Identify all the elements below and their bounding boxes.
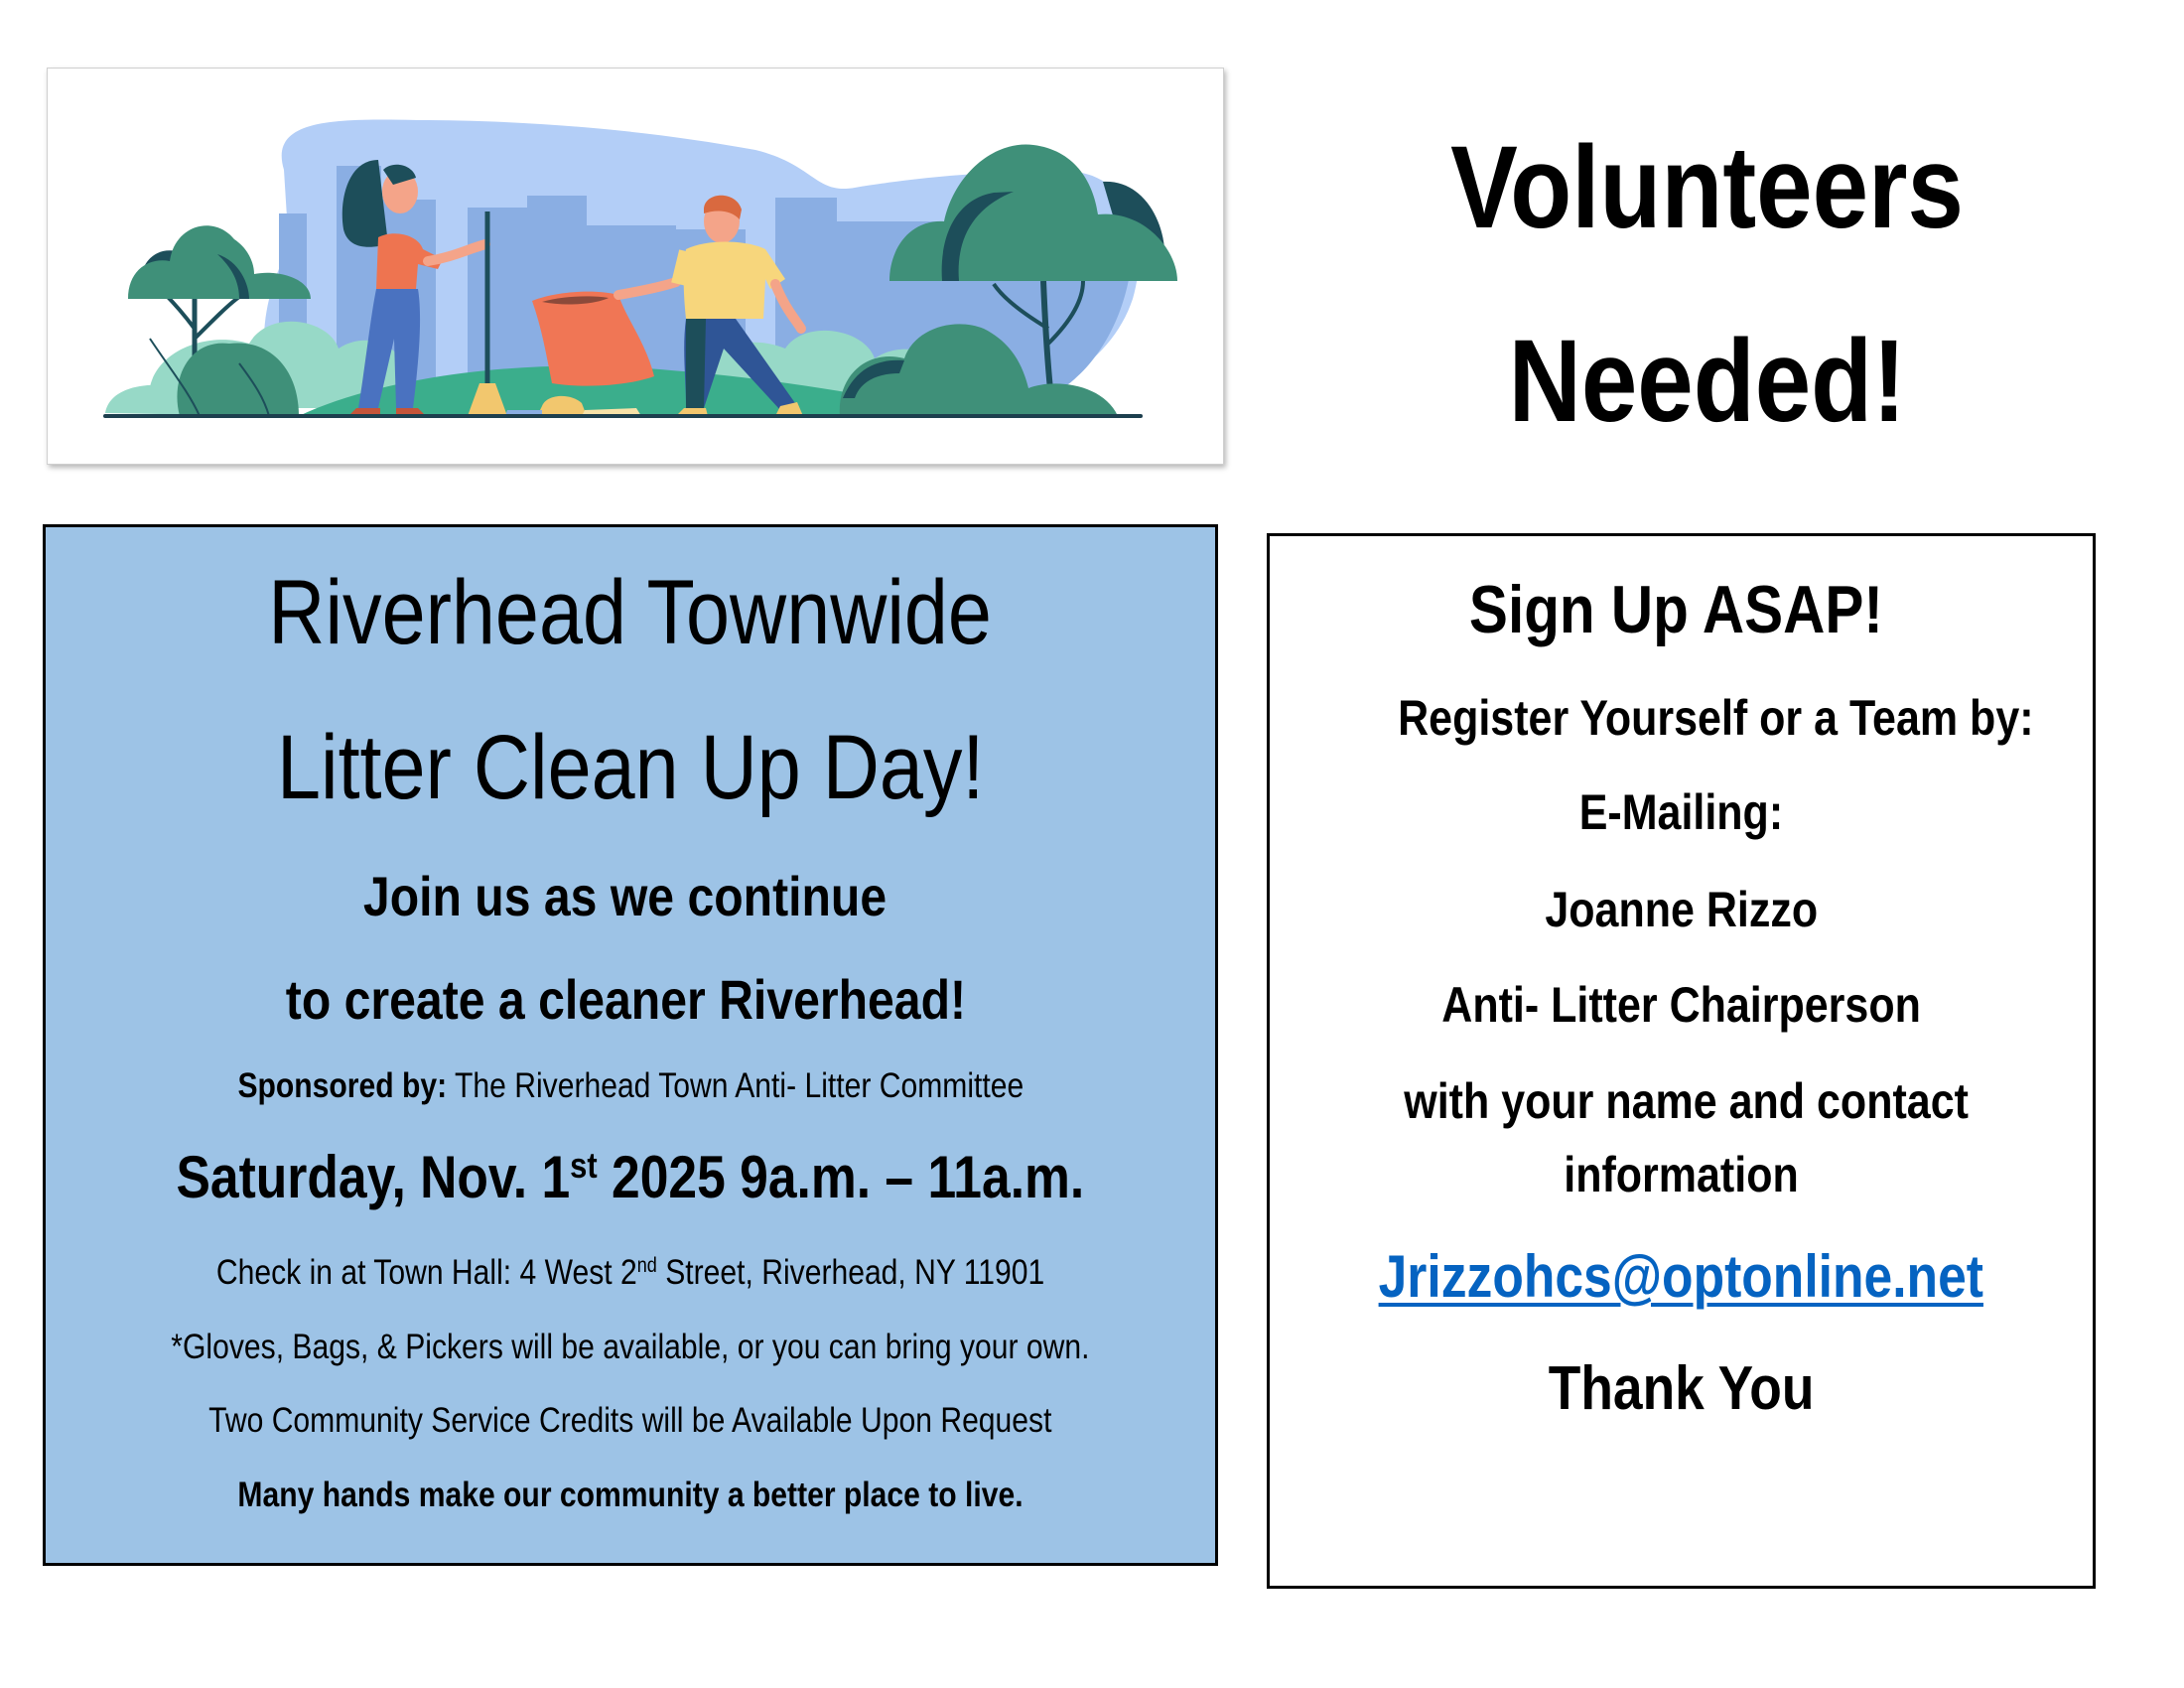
headline-line-1: Volunteers xyxy=(1450,122,1965,253)
sponsor-name: The Riverhead Town Anti- Litter Committee xyxy=(446,1066,1024,1105)
event-closing: Many hands make our community a better place to live. xyxy=(237,1476,1024,1514)
event-tagline-line-1: Join us as we continue xyxy=(363,865,887,927)
signup-instructions-line-1: with your name and contact xyxy=(1404,1073,1969,1129)
contact-email-link[interactable]: Jrizzohcs@optonline.net xyxy=(1378,1243,1984,1310)
headline-line-2: Needed! xyxy=(1508,316,1907,447)
volunteers-cleanup-illustration xyxy=(48,69,1223,464)
event-info-box xyxy=(43,524,1218,1566)
contact-email-row xyxy=(1270,1243,2093,1310)
signup-method: E-Mailing: xyxy=(1578,784,1784,840)
headline xyxy=(1281,109,2134,487)
signup-instructions-line-2: information xyxy=(1564,1147,1799,1202)
sponsor-label: Sponsored by: xyxy=(237,1066,447,1105)
signup-title: Sign Up ASAP! xyxy=(1469,572,1883,647)
signup-box xyxy=(1267,533,2096,1589)
contact-role: Anti- Litter Chairperson xyxy=(1441,977,1921,1033)
event-title-line-2: Litter Clean Up Day! xyxy=(276,717,985,818)
event-checkin-address: Check in at Town Hall: 4 West 2nd Street, Riverhead, NY 11901 xyxy=(215,1253,1045,1292)
event-tagline-line-2: to create a cleaner Riverhead! xyxy=(285,968,966,1031)
event-credits-note: Two Community Service Credits will be Available Upon Request xyxy=(208,1401,1052,1440)
illustration-frame xyxy=(47,68,1224,465)
event-supplies-note: *Gloves, Bags, & Pickers will be available, or you can bring your own. xyxy=(171,1328,1090,1366)
event-title-line-1: Riverhead Townwide xyxy=(268,562,993,663)
signup-thanks: Thank You xyxy=(1548,1354,1815,1423)
contact-name: Joanne Rizzo xyxy=(1545,882,1818,937)
event-sponsor xyxy=(46,1068,1215,1103)
signup-register-text: Register Yourself or a Team by: xyxy=(1398,690,2034,746)
event-date-time: Saturday, Nov. 1st 2025 9a.m. – 11a.m. xyxy=(176,1144,1085,1210)
